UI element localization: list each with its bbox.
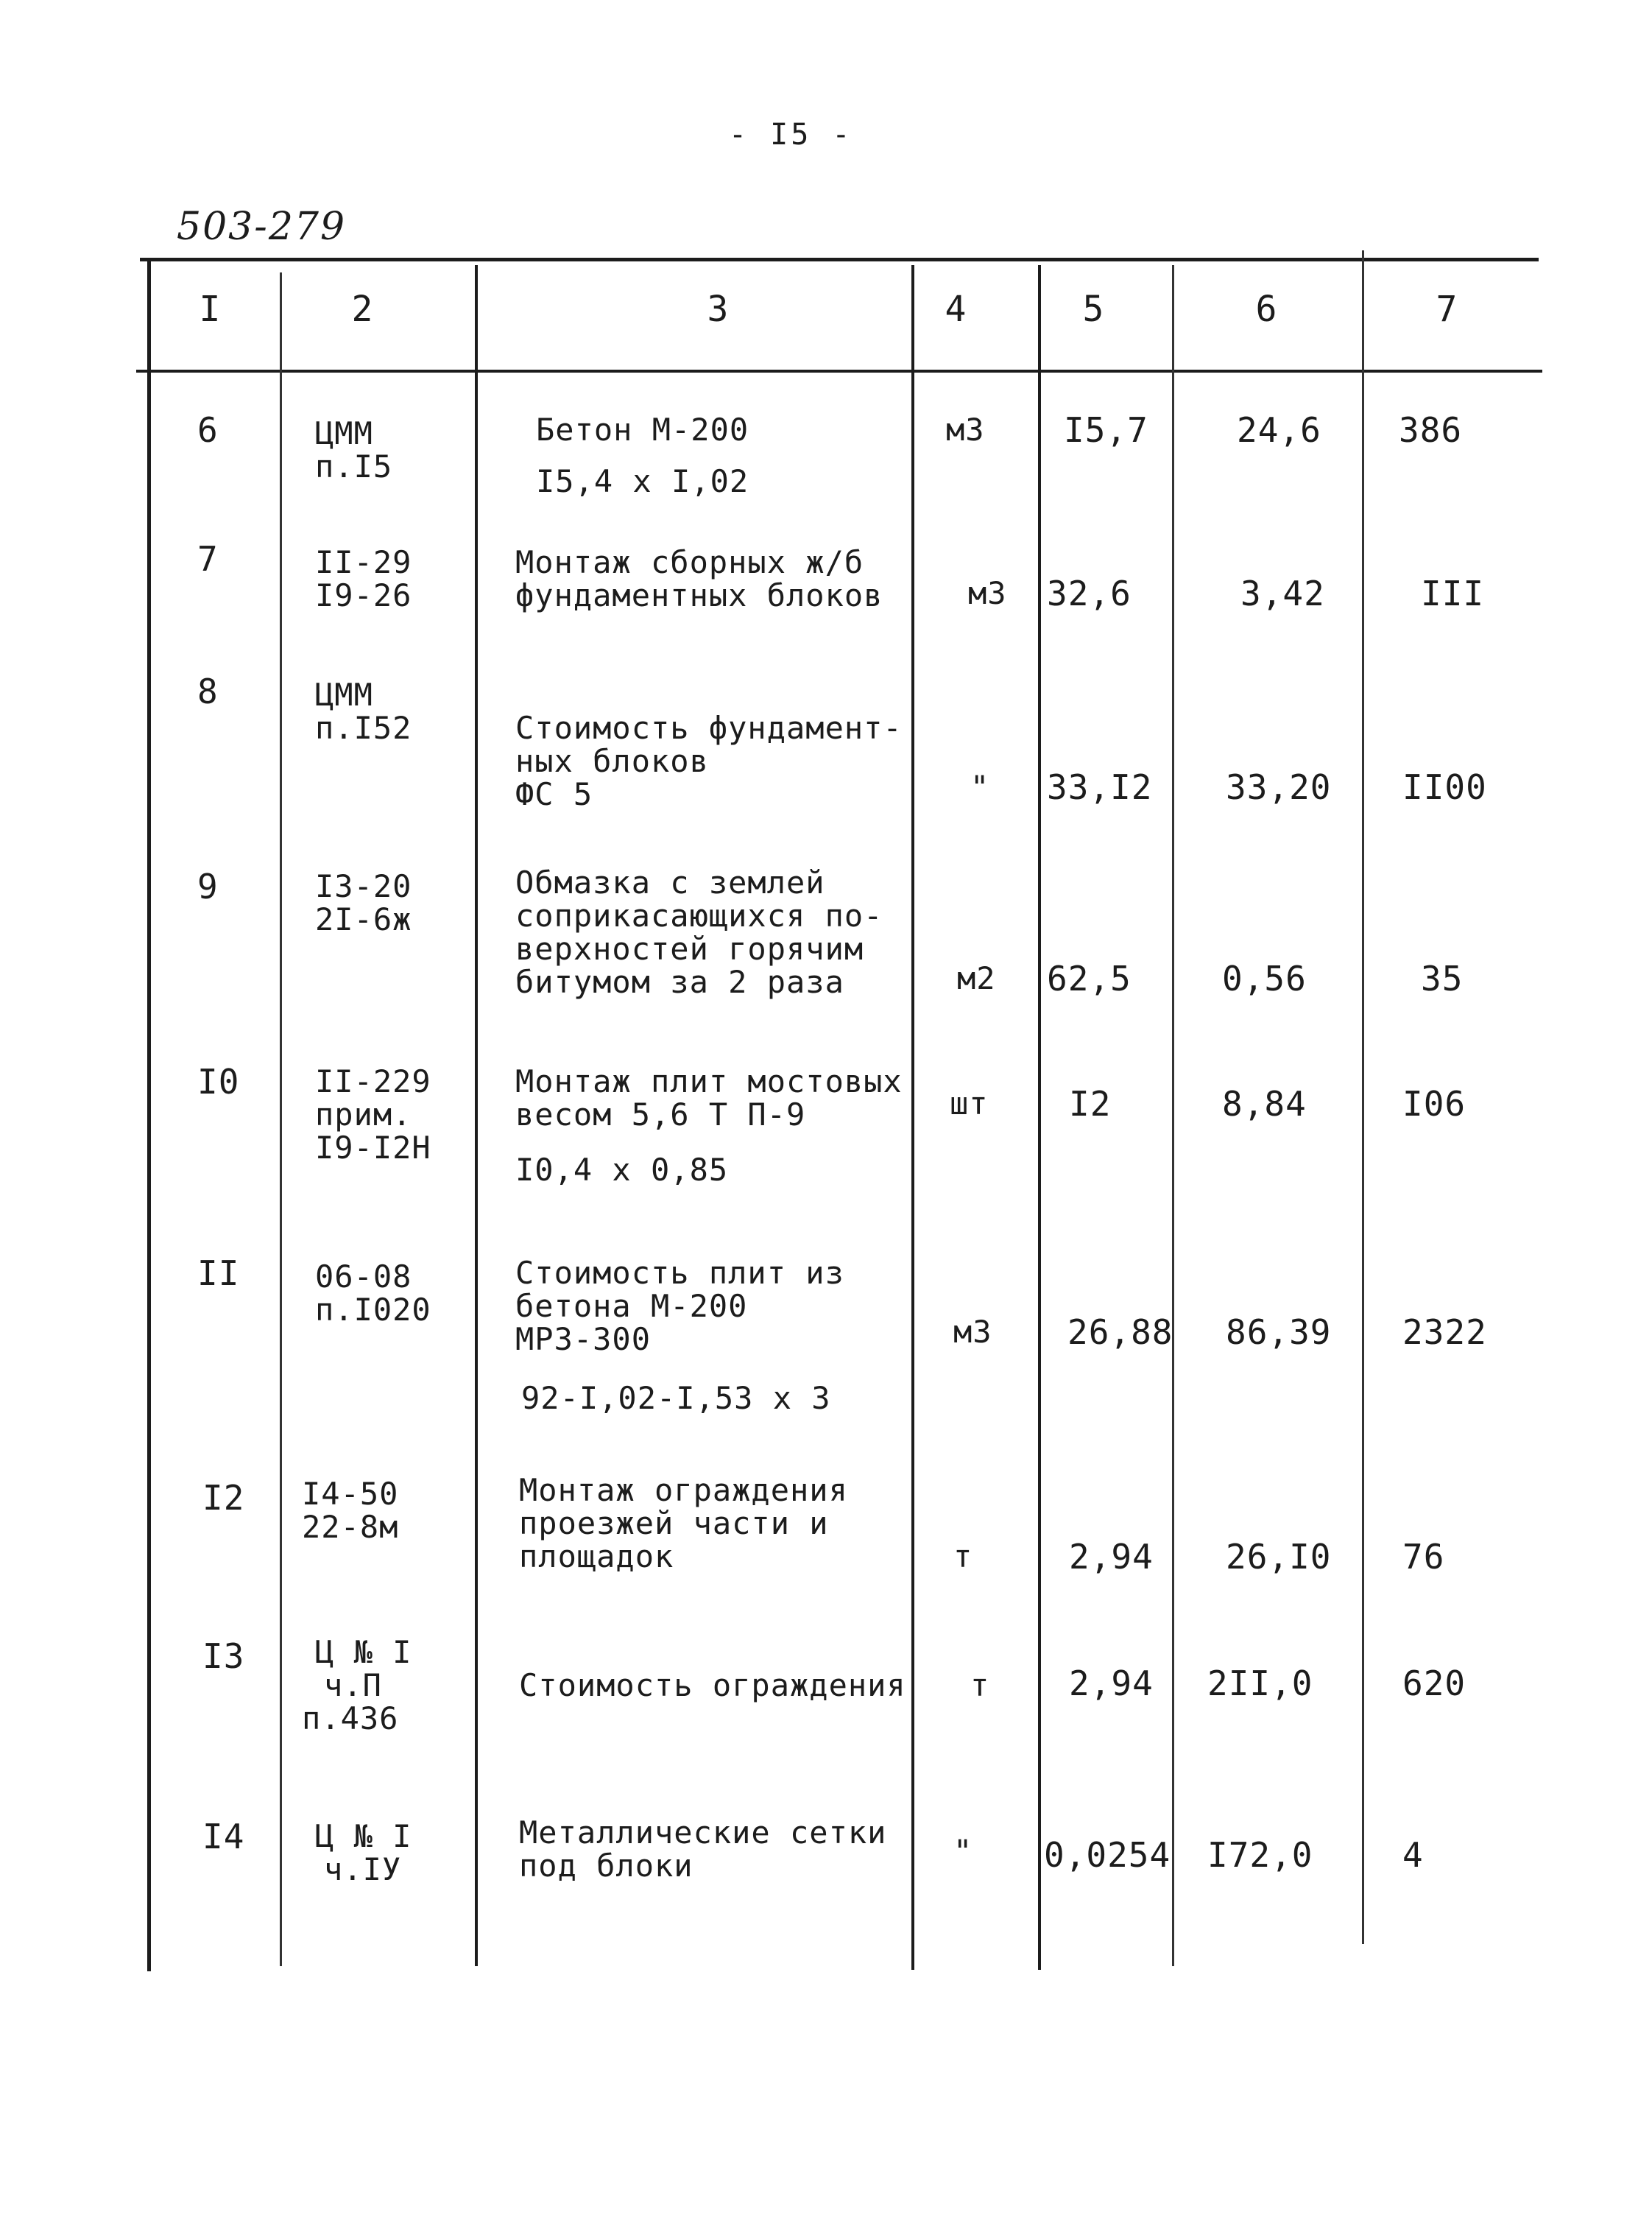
row-number: I4 <box>202 1817 245 1856</box>
rate-code: ч.IУ <box>324 1851 402 1887</box>
column-divider <box>1362 250 1364 1944</box>
rate-code: I9-I2Н <box>315 1130 431 1166</box>
unit-price: 26,I0 <box>1226 1537 1332 1577</box>
work-description: ных блоков <box>515 743 709 779</box>
rate-code: ЦММ <box>315 677 373 713</box>
total-cost: 386 <box>1399 410 1463 450</box>
calculation-formula: 92-I,02-I,53 х 3 <box>521 1380 831 1416</box>
document-code: 503-279 <box>177 205 347 249</box>
work-description: Металлические сетки <box>519 1814 887 1851</box>
rate-code: ч.П <box>324 1667 382 1703</box>
total-cost: 4 <box>1402 1835 1424 1875</box>
work-description: Стоимость ограждения <box>519 1667 906 1703</box>
unit-price: 3,42 <box>1240 574 1325 613</box>
rate-code: п.I020 <box>315 1292 431 1328</box>
work-description: под блоки <box>519 1848 693 1884</box>
work-description: Монтаж сборных ж/б <box>515 544 864 580</box>
total-cost: 76 <box>1402 1537 1445 1577</box>
total-cost: 2322 <box>1402 1312 1487 1352</box>
rate-code: I4-50 <box>302 1476 399 1512</box>
column-divider <box>475 265 478 1966</box>
unit: т <box>953 1538 973 1574</box>
table-top-rule <box>140 258 1539 261</box>
rate-code: II-29 <box>315 544 412 580</box>
quantity: 62,5 <box>1047 959 1132 999</box>
rate-code: п.I5 <box>315 448 393 485</box>
work-description: ФС 5 <box>515 776 593 812</box>
row-number: 9 <box>197 867 219 906</box>
work-description: Монтаж ограждения <box>519 1472 848 1508</box>
column-divider <box>1038 265 1041 1970</box>
work-description: битумом за 2 раза <box>515 964 844 1000</box>
total-cost: 620 <box>1402 1664 1466 1703</box>
rate-code: прим. <box>315 1096 412 1133</box>
unit-price: 24,6 <box>1237 410 1321 450</box>
row-number: I2 <box>202 1478 245 1518</box>
column-header: 7 <box>1436 289 1458 330</box>
rate-code: 06-08 <box>315 1258 412 1295</box>
unit: " <box>953 1833 973 1869</box>
rate-code: 22-8м <box>302 1509 399 1545</box>
rate-code: I3-20 <box>315 868 412 904</box>
column-header: 6 <box>1255 289 1277 330</box>
row-number: II <box>197 1253 240 1293</box>
work-description: Стоимость плит из <box>515 1255 844 1291</box>
unit-price: 2II,0 <box>1207 1664 1313 1703</box>
work-description: Стоимость фундамент- <box>515 710 903 746</box>
quantity: 2,94 <box>1069 1664 1154 1703</box>
work-description: Монтаж плит мостовых <box>515 1063 903 1099</box>
row-number: 7 <box>197 539 219 579</box>
work-description: бетона М-200 <box>515 1288 748 1324</box>
column-divider <box>280 272 282 1966</box>
total-cost: III <box>1421 574 1485 613</box>
quantity: I5,7 <box>1064 410 1148 450</box>
unit-price: 86,39 <box>1226 1312 1332 1352</box>
work-description: Бетон М-200 <box>536 412 749 448</box>
column-divider <box>911 265 914 1970</box>
rate-code: Ц № I <box>315 1818 412 1854</box>
quantity: 33,I2 <box>1047 767 1153 807</box>
unit: м3 <box>953 1314 992 1350</box>
column-divider <box>1172 265 1174 1966</box>
work-description: площадок <box>519 1538 674 1574</box>
unit: м3 <box>968 575 1007 611</box>
column-header: I <box>199 289 221 330</box>
work-description: фундаментных блоков <box>515 577 883 613</box>
column-header: 2 <box>351 289 373 330</box>
unit-price: 0,56 <box>1222 959 1307 999</box>
rate-code: Ц № I <box>315 1634 412 1670</box>
column-header: 3 <box>707 289 729 330</box>
quantity: I2 <box>1069 1084 1112 1124</box>
row-number: I3 <box>202 1636 245 1676</box>
rate-code: п.I52 <box>315 710 412 746</box>
rate-code: п.436 <box>302 1700 399 1736</box>
quantity: 2,94 <box>1069 1537 1154 1577</box>
quantity: 0,0254 <box>1044 1835 1171 1875</box>
unit: м3 <box>946 412 985 448</box>
unit-price: I72,0 <box>1207 1835 1313 1875</box>
total-cost: II00 <box>1402 767 1487 807</box>
quantity: 26,88 <box>1067 1312 1173 1352</box>
work-description: МРЗ-300 <box>515 1321 652 1357</box>
calculation-formula: I5,4 х I,02 <box>536 463 749 499</box>
column-header: 4 <box>945 289 967 330</box>
row-number: I0 <box>197 1062 240 1102</box>
work-description: Обмазка с землей <box>515 865 825 901</box>
rate-code: II-229 <box>315 1063 431 1099</box>
header-bottom-rule <box>136 370 1542 373</box>
unit: т <box>970 1667 990 1703</box>
work-description: верхностей горячим <box>515 931 864 967</box>
work-description: проезжей части и <box>519 1505 829 1541</box>
unit: " <box>970 769 990 805</box>
quantity: 32,6 <box>1047 574 1132 613</box>
unit: м2 <box>957 960 996 996</box>
unit-price: 8,84 <box>1222 1084 1307 1124</box>
row-number: 6 <box>197 410 219 450</box>
rate-code: I9-26 <box>315 577 412 613</box>
column-header: 5 <box>1082 289 1104 330</box>
row-number: 8 <box>197 672 219 711</box>
column-divider <box>147 259 151 1971</box>
page-number: - I5 - <box>729 118 853 152</box>
unit-price: 33,20 <box>1226 767 1332 807</box>
total-cost: I06 <box>1402 1084 1466 1124</box>
unit: шт <box>950 1085 989 1122</box>
calculation-formula: I0,4 х 0,85 <box>515 1152 729 1188</box>
rate-code: 2I-6ж <box>315 901 412 937</box>
work-description: соприкасающихся по- <box>515 898 883 934</box>
total-cost: 35 <box>1421 959 1464 999</box>
rate-code: ЦММ <box>315 415 373 451</box>
work-description: весом 5,6 Т П-9 <box>515 1096 806 1133</box>
